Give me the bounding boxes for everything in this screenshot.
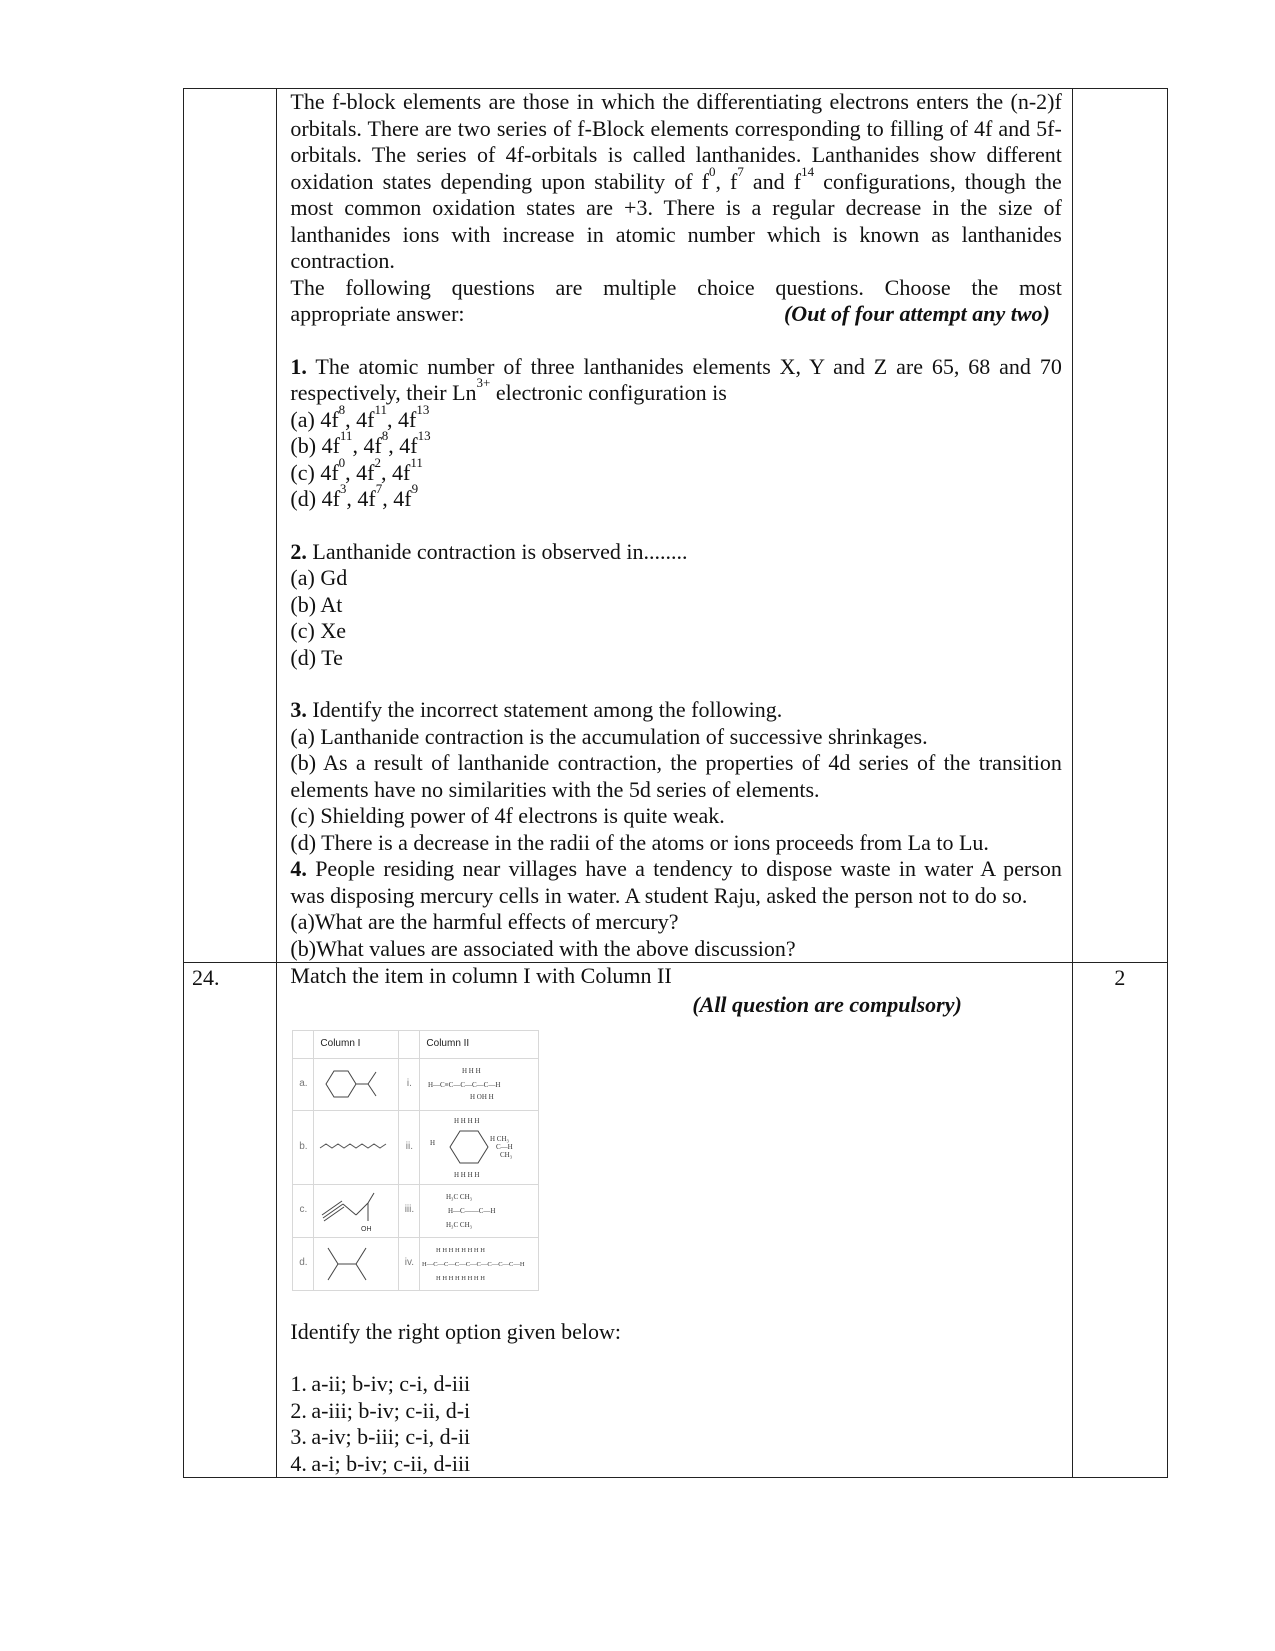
structure-i xyxy=(420,1058,539,1110)
q1-option: (a) $4f^8$, $4f^{11}$, $4f^{13}$ xyxy=(290,401,430,432)
row-label: i. xyxy=(399,1058,420,1110)
q3-option: (c) Shielding power of 4f electrons is quite weak. xyxy=(290,803,725,828)
identify-text: Identify the right option given below: xyxy=(290,1318,621,1344)
answer-option: 2. a-iii; b-iv; c-ii, d-i xyxy=(290,1397,471,1423)
row-label: b. xyxy=(293,1110,314,1184)
column-2-header: Column II xyxy=(420,1031,539,1059)
q1-text: 1. The atomic number of three lanthanides elements X, Y and Z are 65, 68 and 70 respectively, their $Ln^{3+}$ electronic configuration is xyxy=(290,353,1062,405)
svg-text:H H H H: H H H H xyxy=(454,1171,480,1179)
q1-option: (d) $4f^3$, $4f^7$, $4f^9$ xyxy=(290,481,419,511)
q2-option: (d) Te xyxy=(290,644,343,670)
svg-text:H₃C CH₃: H₃C CH₃ xyxy=(446,1192,473,1201)
passage-text: The f-block elements are those in which the differentiating electrons enters the (n-2)f orbitals. There are two series of f-Block elements corresponding to filling of 4f and 5f-orbitals. The series of 4f-orbitals is called lanthanides. Lanthanides show different oxidation states depending upon stability of $f^0$, $f^7$ and $f^{14}$ configurations, though the most common oxidation states are +3. There is a regular decrease in the size of lanthanides ions with increase in atomic number which is known as lanthanides contraction. xyxy=(290,89,1062,273)
q1-option: (c) $4f^0$, $4f^2$, $4f^{11}$ xyxy=(290,454,423,485)
svg-text:H OH H: H OH H xyxy=(470,1093,495,1101)
q24-note: (All question are compulsory) xyxy=(692,991,962,1017)
structure-iii xyxy=(420,1184,539,1237)
q24-title: Match the item in column I with Column II xyxy=(290,963,672,988)
q3-text: 3. Identify the incorrect statement among the following. xyxy=(290,697,783,722)
svg-text:H: H xyxy=(430,1139,436,1147)
answer-option: 1. a-ii; b-iv; c-i, d-iii xyxy=(290,1371,471,1396)
q3-option: (d) There is a decrease in the radii of the atoms or ions proceeds from La to Lu. xyxy=(290,829,989,855)
svg-text:CH₃: CH₃ xyxy=(500,1151,513,1159)
match-table xyxy=(292,1030,539,1291)
marks-cell-empty xyxy=(1072,89,1167,963)
svg-text:H H H H H H H H: H H H H H H H H xyxy=(436,1246,486,1254)
answer-option: 3. a-iv; b-iii; c-i, d-ii xyxy=(290,1424,471,1449)
marks: 2 xyxy=(1072,963,1167,1478)
q2-option: (a) Gd xyxy=(290,565,348,590)
q4-part: (a)What are the harmful effects of mercury? xyxy=(290,909,679,934)
q3-option: (b) As a result of lanthanide contraction, the properties of 4d series of the transition elements have no similarities with the 5d series of elements. xyxy=(290,750,1062,802)
structure-d xyxy=(314,1237,399,1290)
question-number: 24. xyxy=(184,963,277,1478)
q3-option: (a) Lanthanide contraction is the accumulation of successive shrinkages. xyxy=(290,723,928,749)
row-label: ii. xyxy=(399,1110,420,1184)
svg-text:H H H: H H H xyxy=(462,1067,482,1075)
passage-cell xyxy=(277,89,1072,963)
row-label: a. xyxy=(293,1058,314,1110)
number-cell-empty xyxy=(184,89,277,963)
q2-option: (c) Xe xyxy=(290,618,346,643)
q4-part: (b)What values are associated with the above discussion? xyxy=(290,935,796,961)
svg-text:H H H H H H H H: H H H H H H H H xyxy=(436,1274,486,1282)
svg-text:H—C——C—H: H—C——C—H xyxy=(448,1206,496,1215)
instruction-end: appropriate answer: xyxy=(290,301,465,326)
structure-ii xyxy=(420,1110,539,1184)
column-1-header: Column I xyxy=(314,1031,399,1059)
svg-text:H—C—C—C—C—C—C—C—C—H: H—C—C—C—C—C—C—C—C—H xyxy=(422,1260,525,1268)
svg-text:H₃C CH₃: H₃C CH₃ xyxy=(446,1220,473,1229)
q2-text: 2. Lanthanide contraction is observed in........ xyxy=(290,538,688,564)
row-label: iv. xyxy=(399,1237,420,1290)
structure-b xyxy=(314,1110,399,1184)
q4-text: 4. People residing near villages have a tendency to dispose waste in water A person was disposing mercury cells in water. A student Raju, asked the person not to do so. xyxy=(290,856,1062,908)
svg-text:H—C≡C—C—C—C—H: H—C≡C—C—C—C—H xyxy=(428,1081,501,1089)
instruction-text: The following questions are multiple choice questions. Choose the most xyxy=(290,274,1062,300)
structure-iv xyxy=(420,1237,539,1290)
svg-text:H CH₃: H CH₃ xyxy=(490,1135,510,1143)
q1-option: (b) $4f^{11}$, $4f^8$, $4f^{13}$ xyxy=(290,428,431,458)
svg-text:H H H H: H H H H xyxy=(454,1117,480,1125)
row-label: iii. xyxy=(399,1184,420,1237)
svg-text:C—H: C—H xyxy=(496,1143,514,1151)
passage-row xyxy=(184,89,1168,963)
oh-label: OH xyxy=(361,1225,372,1233)
structure-a xyxy=(314,1058,399,1110)
attempt-note: (Out of four attempt any two) xyxy=(783,301,1050,326)
q2-option: (b) At xyxy=(290,591,343,617)
row-label: c. xyxy=(293,1184,314,1237)
answer-option: 4. a-i; b-iv; c-ii, d-iii xyxy=(290,1450,471,1476)
q24-row xyxy=(184,963,1168,1478)
question-table xyxy=(183,88,1168,1478)
structure-c xyxy=(314,1184,399,1237)
q24-cell xyxy=(277,963,1072,1478)
row-label: d. xyxy=(293,1237,314,1290)
